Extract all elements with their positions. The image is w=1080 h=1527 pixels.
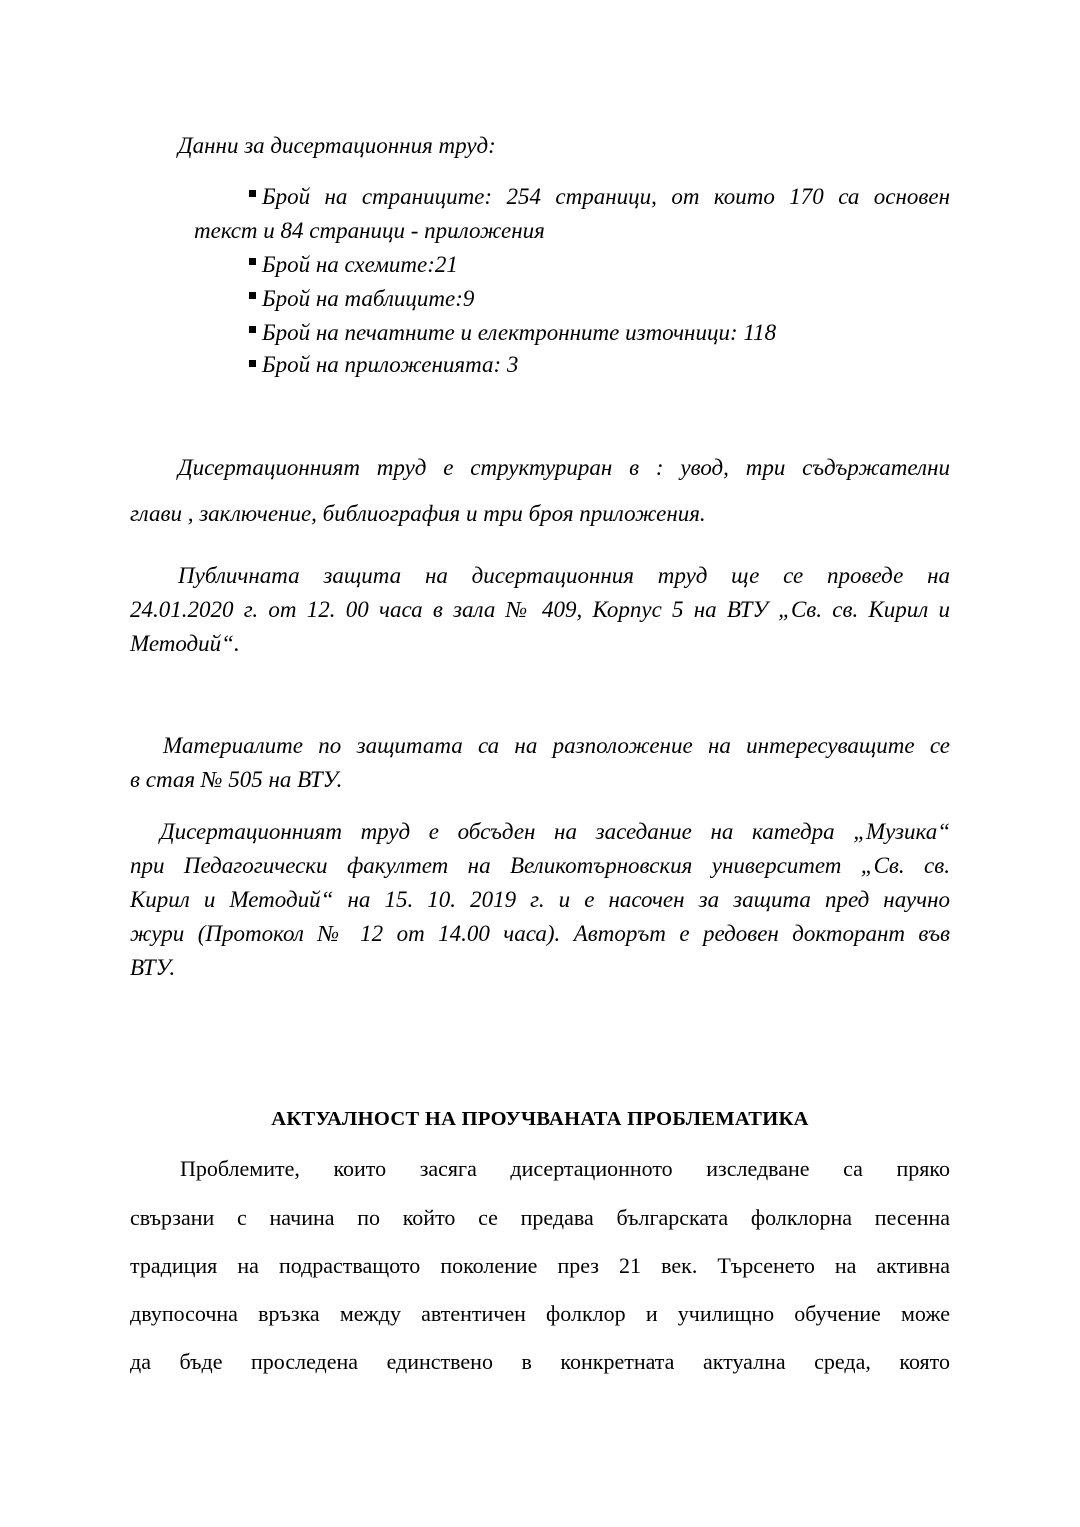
- data-heading: Данни за дисертационния труд:: [178, 133, 496, 158]
- bullet-icon: [249, 326, 256, 333]
- paragraph-structure-line: Дисертационният труд е структуриран в : увод, три съдържателни: [178, 455, 950, 480]
- section-body-line: да бъде проследена единствено в конкретната актуална среда, която: [130, 1349, 950, 1374]
- bullet-icon: [249, 258, 256, 265]
- paragraph-structure-line: глави , заключение, библиография и три броя приложения.: [130, 501, 706, 526]
- bullet-item-pages: Брой на страниците: 254 страници, от които 170 са основен: [262, 184, 950, 209]
- paragraph-materials-line: в стая № 505 на ВТУ.: [130, 767, 343, 792]
- bullet-item-appendices: Брой на приложенията: 3: [262, 352, 519, 377]
- bullet-icon: [249, 360, 256, 367]
- section-body-line: традиция на подрастващото поколение през 21 век. Търсенето на активна: [130, 1253, 950, 1278]
- paragraph-discussion-line: при Педагогически факултет на Великотърновския университет „Св. св.: [130, 853, 950, 878]
- paragraph-discussion-line: Дисертационният труд е обсъден на заседание на катедра „Музика“: [160, 819, 950, 844]
- paragraph-discussion-line: Кирил и Методий“ на 15. 10. 2019 г. и е насочен за защита пред научно: [130, 887, 950, 912]
- bullet-item-schemes: Брой на схемите:21: [262, 252, 458, 277]
- section-body-line: двупосочна връзка между автентичен фолклор и училищно обучение може: [130, 1301, 950, 1326]
- bullet-icon: [249, 292, 256, 299]
- paragraph-discussion-line: ВТУ.: [130, 955, 176, 980]
- section-body-line: Проблемите, които засяга дисертационното изследване са пряко: [180, 1156, 950, 1181]
- section-title: АКТУАЛНОСТ НА ПРОУЧВАНАТА ПРОБЛЕМАТИКА: [271, 1108, 809, 1130]
- bullet-item-tables: Брой на таблиците:9: [262, 286, 475, 311]
- paragraph-discussion-line: жури (Протокол № 12 от 14.00 часа). Авторът е редовен докторант във: [130, 921, 950, 946]
- paragraph-defense-line: 24.01.2020 г. от 12. 00 часа в зала № 409, Корпус 5 на ВТУ „Св. св. Кирил и: [130, 597, 950, 622]
- bullet-item-pages-cont: текст и 84 страници - приложения: [194, 218, 545, 243]
- bullet-item-sources: Брой на печатните и електронните източници: 118: [262, 320, 777, 345]
- bullet-icon: [249, 190, 256, 197]
- section-body-line: свързани с начина по който се предава българската фолклорна песенна: [130, 1205, 950, 1230]
- paragraph-defense-line: Методий“.: [130, 631, 240, 656]
- paragraph-materials-line: Материалите по защитата са на разположение на интересуващите се: [163, 733, 950, 758]
- paragraph-defense-line: Публичната защита на дисертационния труд ще се проведе на: [178, 563, 950, 588]
